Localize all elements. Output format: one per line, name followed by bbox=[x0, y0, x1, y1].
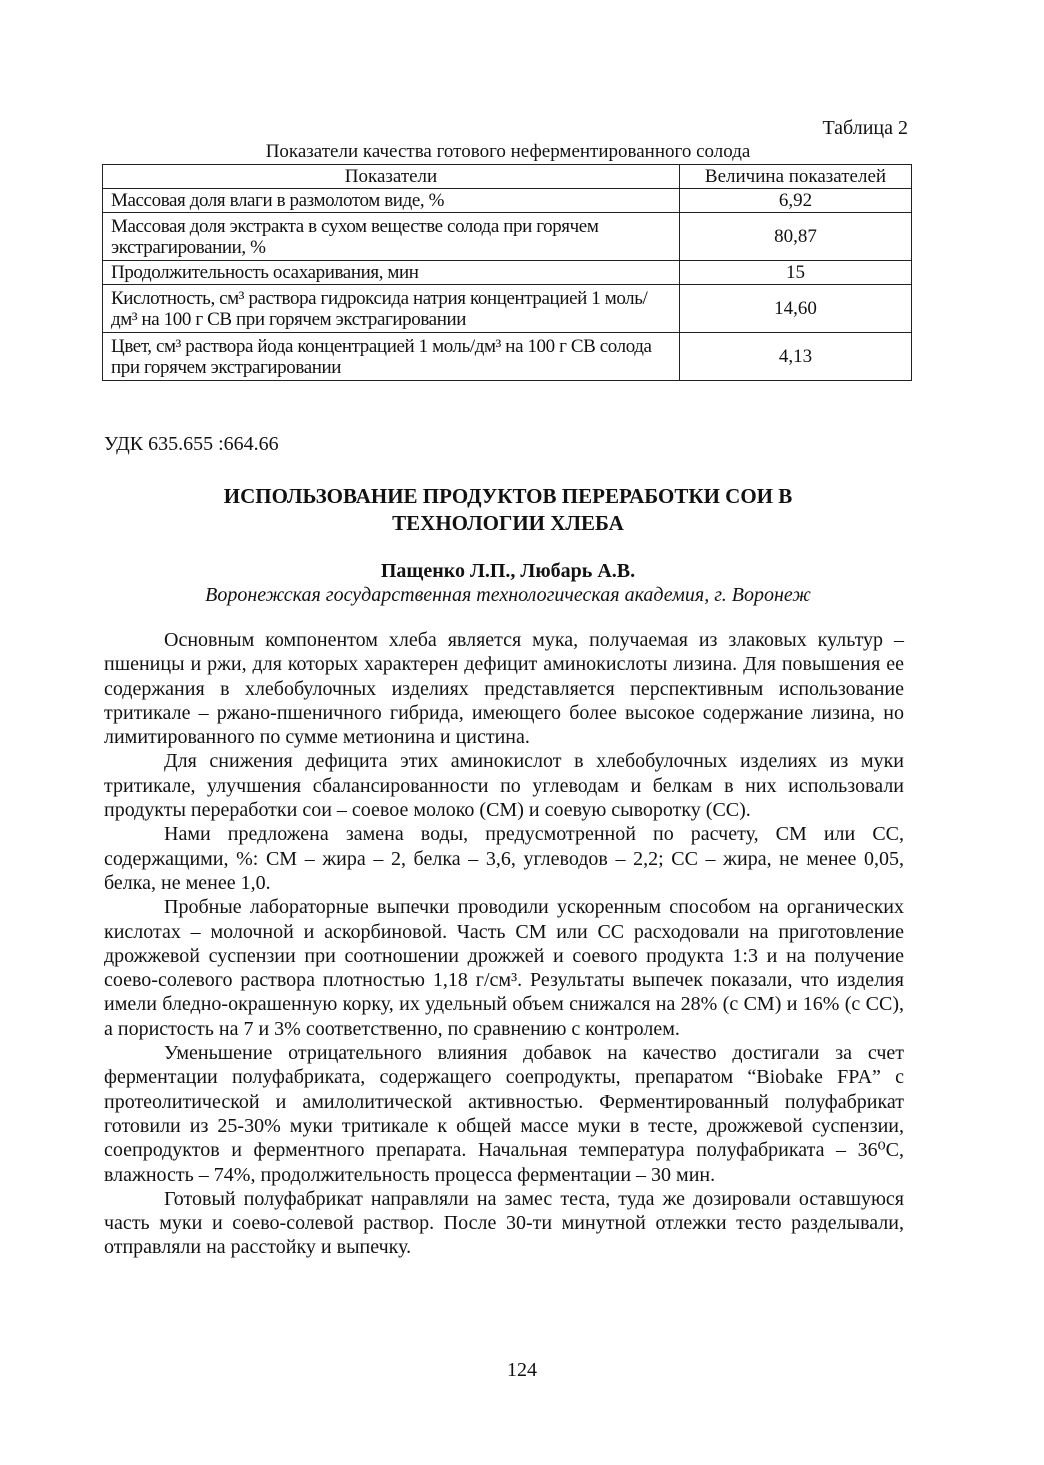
article-title-line: ТЕХНОЛОГИИ ХЛЕБА bbox=[392, 511, 624, 535]
body-paragraph: Нами предложена замена воды, предусмотренной по расчету, СМ или СС, содержащими, %: СМ – жира – 2, белка – 3,6, углеводов – 2,2; СС – жира, не менее 0,05, белка, не менее 1,0. bbox=[104, 823, 904, 894]
table-cell-indicator: Массовая доля экстракта в сухом веществе солода при горячем экстрагировании, % bbox=[103, 213, 680, 261]
column-header-value: Величина показателей bbox=[680, 165, 912, 189]
body-paragraph: Для снижения дефицита этих аминокислот в хлебобулочных изделиях из муки тритикале, улучшения сбалансированности по углеводам и белкам в них использовали продукты переработки сои – соевое молоко (СМ) и соевую сыворотку (СС). bbox=[104, 750, 904, 822]
table-cell-value: 14,60 bbox=[680, 285, 912, 333]
table-row bbox=[103, 285, 912, 333]
table-header-row bbox=[103, 165, 912, 189]
body-paragraph: Основным компонентом хлеба является мука, получаемая из злаковых культур – пшеницы и ржи, для которых характерен дефицит аминокислоты лизина. Для повышения ее содержания в хлебобулочных изделиях представляется перспективным использование тритикале – ржано-пшеничного гибрида, имеющего более высокое содержание лизина, но лимитированного по сумме метионина и цистина. bbox=[104, 629, 904, 749]
article-title bbox=[104, 483, 912, 537]
table-cell-value: 4,13 bbox=[680, 333, 912, 381]
table-row bbox=[103, 333, 912, 381]
udk-code: УДК 635.655 :664.66 bbox=[104, 433, 279, 455]
article-authors: Пащенко Л.П., Любарь А.В. bbox=[380, 560, 636, 582]
table-row bbox=[103, 213, 912, 261]
table-label: Таблица 2 bbox=[822, 117, 908, 139]
body-paragraph: Пробные лабораторные выпечки проводили ускоренным способом на органических кислотах – молочной и аскорбиновой. Часть СМ или СС расходовали на приготовление дрожжевой суспензии при соотношении дрожжей и соевого продукта 1:3 и на получение соево-солевого раствора плотностью 1,18 г/см³. Результаты выпечек показали, что изделия имели бледно-окрашенную корку, их удельный объем снижался на 28% (с СМ) и 16% (с СС), а пористость на 7 и 3% соответственно, по сравнению с контролем. bbox=[104, 896, 904, 1040]
body-paragraph: Уменьшение отрицательного влияния добавок на качество достигали за счет ферментации полуфабриката, содержащего соепродукты, препаратом “Biobake FPA” с протеолитической и амилолитической активностью. Ферментированный полуфабрикат готовили из 25-30% муки тритикале к общей массе муки в тесте, дрожжевой суспензии, соепродуктов и ферментного препарата. Начальная температура полуфабриката – 36⁰С, влажность – 74%, продолжительность процесса ферментации – 30 мин. bbox=[104, 1042, 904, 1186]
table-row bbox=[103, 261, 912, 285]
table-cell-indicator: Кислотность, см³ раствора гидроксида натрия концентрацией 1 моль/дм³ на 100 г СВ при горячем экстрагировании bbox=[103, 285, 680, 333]
quality-table bbox=[102, 164, 912, 381]
table-cell-value: 80,87 bbox=[680, 213, 912, 261]
table-cell-indicator: Массовая доля влаги в размолотом виде, % bbox=[103, 189, 680, 213]
article-title-line: ИСПОЛЬЗОВАНИЕ ПРОДУКТОВ ПЕРЕРАБОТКИ СОИ В bbox=[223, 484, 793, 508]
table-cell-indicator: Продолжительность осахаривания, мин bbox=[103, 261, 680, 285]
table-caption: Показатели качества готового неферментированного солода bbox=[265, 141, 751, 162]
article-affiliation: Воронежская государственная технологическая академия, г. Воронеж bbox=[205, 584, 811, 606]
table-row bbox=[103, 189, 912, 213]
body-paragraph: Готовый полуфабрикат направляли на замес теста, туда же дозировали оставшуюся часть муки и соево-солевой раствор. После 30-ти минутной отлежки тесто разделывали, отправляли на расстойку и выпечку. bbox=[104, 1187, 904, 1259]
table-cell-indicator: Цвет, см³ раствора йода концентрацией 1 моль/дм³ на 100 г СВ солода при горячем экстрагировании bbox=[103, 333, 680, 381]
table-cell-value: 6,92 bbox=[680, 189, 912, 213]
table-cell-value: 15 bbox=[680, 261, 912, 285]
page-number: 124 bbox=[507, 1359, 537, 1381]
column-header-indicator: Показатели bbox=[103, 165, 680, 189]
article-body bbox=[104, 628, 904, 1260]
